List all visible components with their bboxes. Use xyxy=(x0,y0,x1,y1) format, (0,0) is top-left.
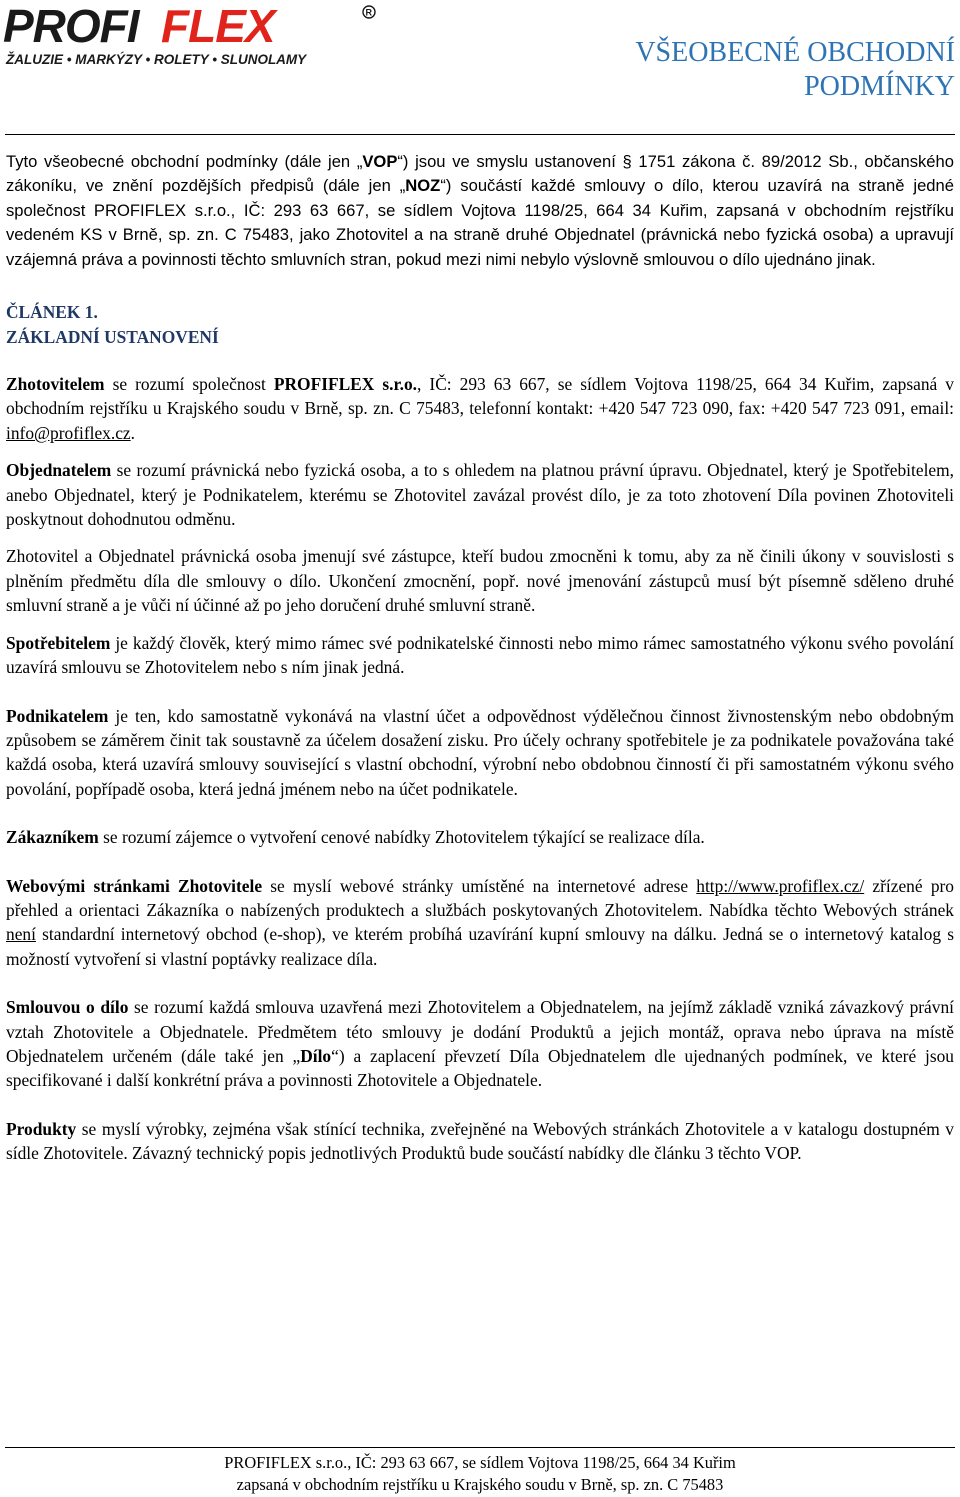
footer-line2: zapsaná v obchodním rejstříku u Krajského soudu v Brně, sp. zn. C 75483 xyxy=(236,1475,724,1494)
header-divider xyxy=(5,134,955,135)
svg-text:PROFI: PROFI xyxy=(3,2,139,52)
svg-text:ŽALUZIE • MARKÝZY • ROLETY • S: ŽALUZIE • MARKÝZY • ROLETY • SLUNOLAMY xyxy=(6,52,307,67)
email-link[interactable]: info@profiflex.cz xyxy=(6,422,131,443)
document-title-line2: PODMÍNKY xyxy=(804,71,955,102)
svg-text:FLEX: FLEX xyxy=(161,2,275,52)
paragraph-zastupci: Zhotovitel a Objednatel právnická osoba jmenují své zástupce, kteří budou zmocněni k tomu, aby za ně činili úkony v souvislosti s plněním předmětu díla dle smlouvy o dílo. Ukončení zmocnění, popř. nové jmenování zástupců musí být písemně sděleno druhé smluvní straně a je vůči ní účinné až po jeho doručení druhé smluvní straně. xyxy=(6,546,954,616)
page-footer xyxy=(0,1452,960,1496)
profiflex-logo xyxy=(3,2,383,72)
document-body xyxy=(6,150,954,1179)
footer-line1: PROFIFLEX s.r.o., IČ: 293 63 667, se sídlem Vojtova 1198/25, 664 34 Kuřim xyxy=(224,1453,736,1472)
page-header xyxy=(0,0,960,135)
article-number: ČLÁNEK 1. xyxy=(6,302,98,323)
definition-zakaznik: Zákazníkem se rozumí zájemce o vytvoření cenové nabídky Zhotovitelem týkající se realizace díla. xyxy=(6,827,705,848)
svg-text:R: R xyxy=(365,7,372,18)
definition-podnikatel: Podnikatelem je ten, kdo samostatně vykonává na vlastní účet a odpovědnost výdělečnou činnost živnostenským nebo obdobným způsobem se záměrem činit tak soustavně za účelem dosažení zisku. Pro účely ochrany spotřebitele je za podnikatele považována také každá osoba, která uzavírá smlouvy související s vlastní obchodní, výrobní nebo obdobnou činností či při samostatném výkonu svého povolání, popřípadě osoba, která jedná jménem nebo na účet podnikatele. xyxy=(6,705,954,799)
article-title: ZÁKLADNÍ USTANOVENÍ xyxy=(6,327,219,348)
intro-paragraph: Tyto všeobecné obchodní podmínky (dále jen „VOP“) jsou ve smyslu ustanovení § 1751 zákona č. 89/2012 Sb., občanského zákoníku, ve znění pozdějších předpisů (dále jen „NOZ“) součástí každé smlouvy o dílo, kterou uzavírá na straně jedné společnost PROFIFLEX s.r.o., IČ: 293 63 667, se sídlem Vojtova 1198/25, 664 34 Kuřim, zapsaná v obchodním rejstříku vedeném KS v Brně, sp. zn. C 75483, jako Zhotovitel a na straně druhé Objednatel (právnická nebo fyzická osoba) a upravují vzájemná práva a povinnosti těchto smluvních stran, pokud mezi nimi nebylo výslovně smlouvou o dílo ujednáno jinak. xyxy=(6,152,954,269)
document-title-line1: VŠEOBECNÉ OBCHODNÍ xyxy=(635,37,955,68)
definition-smlouva-o-dilo: Smlouvou o dílo se rozumí každá smlouva uzavřená mezi Zhotovitelem a Objednatelem, na jejímž základě vzniká závazkový právní vztah Zhotovitele a Objednatele. Předmětem této smlouvy je dodání Produktů a jejich montáž, oprava nebo úprava na místě Objednatelem určeném (dále také jen „Dílo“) a zaplacení převzetí Díla Objednatelem dle ujednaných podmínek, ve které jsou specifikované i další konkrétní práva a povinnosti Zhotovitele a Objednatele. xyxy=(6,997,954,1091)
website-link[interactable]: http://www.profiflex.cz/ xyxy=(696,875,865,896)
definition-objednatel: Objednatelem se rozumí právnická nebo fyzická osoba, a to s ohledem na platnou právní úpravu. Objednatel, který je Spotřebitelem, anebo Objednatel, který je Podnikatelem, kterému se Zhotovitel zavázal provést dílo, je za toto zhotovení Díla povinen Zhotoviteli poskytnout dohodnutou odměnu. xyxy=(6,460,954,530)
article-heading xyxy=(6,300,954,350)
footer-divider xyxy=(5,1447,955,1448)
definition-produkty: Produkty se myslí výrobky, zejména však stínící technika, zveřejněné na Webových stránkách Zhotovitele a v katalogu dostupném v sídle Zhotovitele. Závazný technický popis jednotlivých Produktů bude součástí nabídky dle článku 3 těchto VOP. xyxy=(6,1118,954,1164)
definition-webove-stranky: Webovými stránkami Zhotovitele se myslí webové stránky umístěné na internetové adrese http://www.profiflex.cz/ zřízené pro přehled a orientaci Zákazníka o nabízených produktech a službách poskytovaných Zhotovitelem. Nabídka těchto Webových stránek není standardní internetový obchod (e-shop), ve kterém probíhá uzavírání kupní smlouvy na dálku. Jedná se o internetový katalog s možností vytvoření si vlastní poptávky realizace díla. xyxy=(6,875,955,969)
document-title xyxy=(635,36,955,104)
definition-zhotovitel: Zhotovitelem se rozumí společnost PROFIFLEX s.r.o., IČ: 293 63 667, se sídlem Vojtova 1198/25, 664 34 Kuřim, zapsaná v obchodním rejstříku u Krajského soudu v Brně, sp. zn. C 75483, telefonní kontakt: +420 547 723 090, fax: +420 547 723 091, email: info@profiflex.cz. xyxy=(6,374,954,443)
definition-spotrebitel: Spotřebitelem je každý člověk, který mimo rámec své podnikatelské činnosti nebo mimo rámec samostatného výkonu svého povolání uzavírá smlouvu se Zhotovitelem nebo s ním jinak jedná. xyxy=(6,632,954,678)
